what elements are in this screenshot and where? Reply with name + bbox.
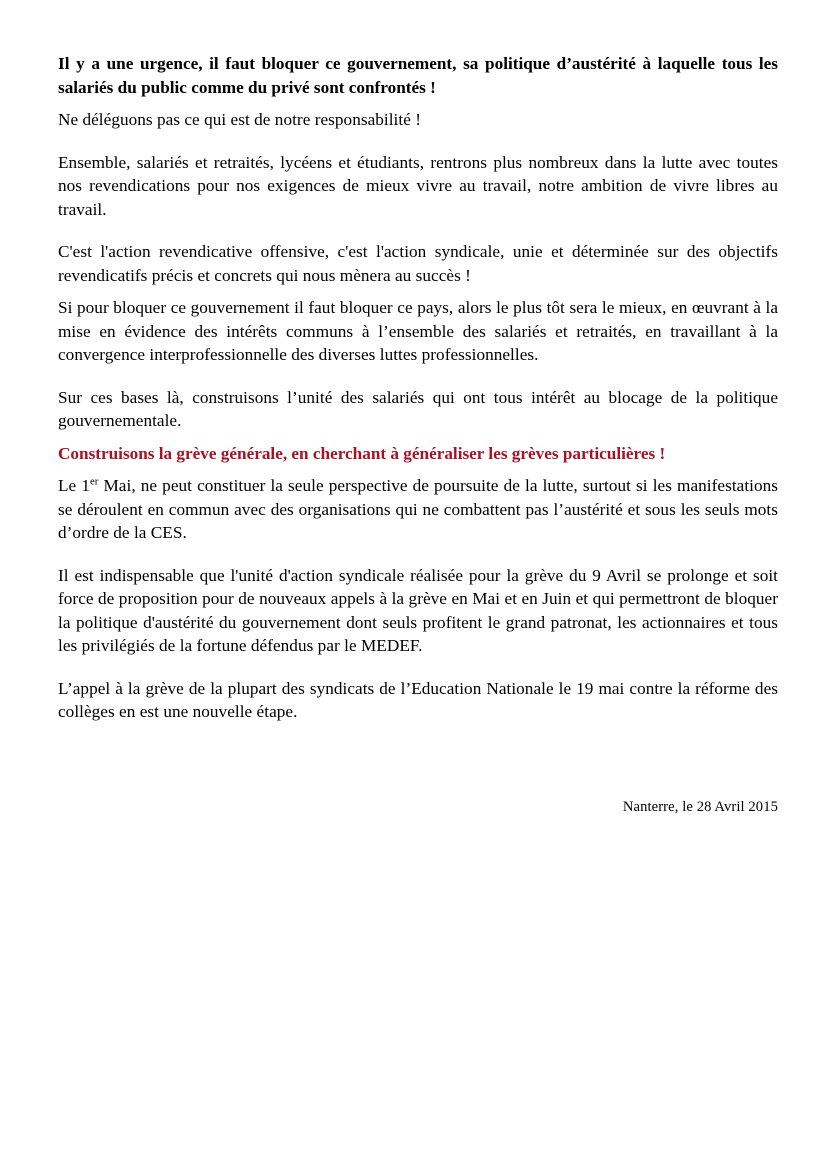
paragraph-bloquer-pays: Si pour bloquer ce gouvernement il faut bloquer ce pays, alors le plus tôt sera le mieux, en œuvrant à la mise en évidence des intérêts communs à l’ensemble des salariés et retraités, en travaillant à la convergence interprofessionnelle des diverses luttes professionnelles. [58, 298, 778, 364]
document-body [58, 52, 778, 817]
paragraph-premier-mai [58, 474, 778, 545]
premier-mai-prefix: Le 1 [58, 476, 90, 495]
spacer [58, 433, 778, 442]
spacer [58, 545, 778, 564]
paragraph-sur-ces-bases: Sur ces bases là, construisons l’unité des salariés qui ont tous intérêt au blocage de la politique gouvernementale. [58, 387, 778, 430]
spacer [58, 99, 778, 108]
paragraph-deleguons: Ne déléguons pas ce qui est de notre responsabilité ! [58, 110, 421, 129]
premier-mai-body: Mai, ne peut constituer la seule perspective de poursuite de la lutte, surtout si les manifestations se déroulent en commun avec des organisations qui ne combattent pas l’austérité et sous les seuls mots d’ordre de la CES. [58, 476, 778, 542]
signature-place-date: Nanterre, le 28 Avril 2015 [622, 798, 778, 815]
paragraph-action-revendicative: C'est l'action revendicative offensive, c'est l'action syndicale, unie et déterminée sur des objectifs revendicatifs précis et concrets qui nous mènera au succès ! [58, 242, 778, 285]
heading-urgence: Il y a une urgence, il faut bloquer ce gouvernement, sa politique d’austérité à laquelle tous les salariés du public comme du privé sont confrontés ! [58, 54, 778, 97]
heading-greve-generale: Construisons la grève générale, en cherchant à généraliser les grèves particulières ! [58, 443, 666, 463]
spacer [58, 367, 778, 386]
spacer [58, 658, 778, 677]
spacer [58, 465, 778, 474]
paragraph-ensemble: Ensemble, salariés et retraités, lycéens et étudiants, rentrons plus nombreux dans la lutte avec toutes nos revendications pour nos exigences de mieux vivre au travail, notre ambition de vivre libres au travail. [58, 152, 778, 219]
spacer [58, 132, 778, 151]
ordinal-suffix-superscript: er [89, 476, 99, 488]
spacer [58, 287, 778, 296]
signature-block [58, 797, 778, 817]
paragraph-unite-action-syndicale: Il est indispensable que l'unité d'action syndicale réalisée pour la grève du 9 Avril se prolonge et soit force de proposition pour de nouveaux appels à la grève en Mai et en Juin et qui permettront de bloquer la politique d'austérité du gouvernement dont seuls profitent le grand patronat, les actionnaires et tous les privilégiés de la fortune défendus par le MEDEF. [58, 565, 778, 655]
paragraph-appel-education-nationale: L’appel à la grève de la plupart des syndicats de l’Education Nationale le 19 mai contre la réforme des collèges en est une nouvelle étape. [58, 678, 778, 721]
spacer [58, 221, 778, 240]
